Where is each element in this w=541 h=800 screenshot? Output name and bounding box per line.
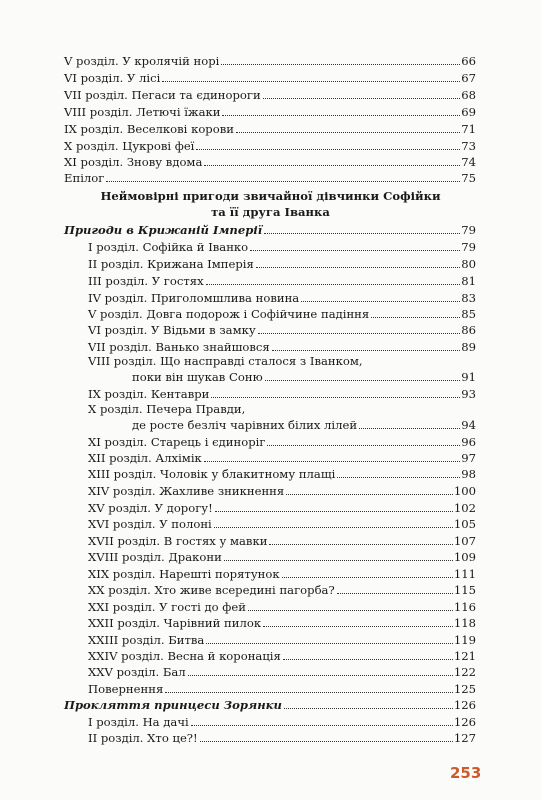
toc-entry: [88, 273, 476, 288]
toc-entry-page: 89: [461, 340, 476, 354]
toc-entry-title: Повернення: [88, 682, 164, 696]
toc-entry: [64, 121, 476, 136]
toc-entry-title: II розділ. Крижана Імперія: [88, 257, 254, 271]
toc-entry-title: XII розділ. Алхімік: [88, 451, 202, 465]
toc-part-heading: [64, 222, 476, 237]
toc-entry-page: 67: [461, 71, 476, 85]
toc-entry: [88, 582, 476, 597]
toc-entry-page: 79: [461, 240, 476, 254]
toc-entry-title: I розділ. Софійка й Іванко: [88, 240, 249, 254]
toc-entry-title: I розділ. На дачі: [88, 715, 189, 729]
toc-entry-page: 100: [453, 484, 476, 498]
toc-entry-page: 127: [453, 731, 476, 745]
toc-entry-title-continued: поки він шукав Соню: [132, 370, 263, 384]
toc-entry-title: VII розділ. Ванько знайшовся: [88, 340, 270, 354]
leader-dots: [284, 708, 453, 709]
toc-entry: [88, 632, 476, 647]
toc-entry-title: VIII розділ. Що насправді сталося з Іванком,: [88, 354, 363, 368]
toc-entry: [88, 648, 476, 663]
toc-entry-title: VIII розділ. Летючі їжаки: [64, 105, 221, 119]
leader-dots: [221, 64, 460, 65]
toc-entry-title: XIV розділ. Жахливе зникнення: [88, 484, 285, 498]
leader-dots: [215, 511, 453, 512]
leader-dots: [204, 461, 460, 462]
toc-entry: [64, 104, 476, 119]
leader-dots: [236, 132, 460, 133]
leader-dots: [301, 301, 460, 302]
leader-dots: [214, 527, 453, 528]
toc-entry: [88, 615, 476, 630]
toc-entry-page: 69: [461, 105, 476, 119]
toc-part-title: Прокляття принцеси Зорянки: [64, 698, 282, 712]
leader-dots: [188, 675, 453, 676]
leader-dots: [224, 560, 453, 561]
leader-dots: [264, 233, 460, 234]
toc-entry-title-continued: де росте безліч чарівних білих лілей: [132, 418, 358, 432]
toc-entry: [88, 730, 476, 745]
toc-entry-page: 68: [461, 88, 476, 102]
toc-entry-title: XVI розділ. У полоні: [88, 517, 212, 531]
toc-entry-title: X розділ. Цукрові феї: [64, 139, 195, 153]
toc-entry: [88, 256, 476, 271]
leader-dots: [256, 267, 460, 268]
page-number: 253: [450, 764, 482, 782]
toc-entry: [88, 483, 476, 498]
toc-entry-page: 121: [453, 649, 476, 663]
toc-entry-page: 119: [453, 633, 476, 647]
leader-dots: [206, 643, 453, 644]
toc-part-page: 79: [461, 223, 476, 237]
toc-entry-page: 66: [461, 54, 476, 68]
toc-part-heading: [64, 697, 476, 712]
toc-entry: [88, 466, 476, 481]
toc-entry: [64, 154, 476, 169]
leader-dots: [258, 333, 461, 334]
toc-entry-page: 93: [461, 387, 476, 401]
toc-entry-page: 111: [453, 567, 476, 581]
toc-entry-page: 83: [461, 291, 476, 305]
toc-entry: [64, 138, 476, 153]
toc-part-title: Пригоди в Крижаній Імперії: [64, 223, 263, 237]
toc-entry-page: 105: [453, 517, 476, 531]
toc-entry-title: VI розділ. У лісі: [64, 71, 161, 85]
toc-entry-title: XX розділ. Хто живе всередині пагорба?: [88, 583, 335, 597]
toc-entry-page: 116: [453, 600, 476, 614]
toc-entry: [132, 417, 476, 432]
toc-entry: [132, 369, 476, 384]
toc-entry: [64, 170, 476, 185]
toc-entry-page: 74: [461, 155, 476, 169]
toc-entry: [88, 239, 476, 254]
toc-entry-page: 96: [461, 435, 476, 449]
toc-entry-title: V розділ. Довга подорож і Софійчине падіння: [88, 307, 370, 321]
toc-entry: [88, 549, 476, 564]
leader-dots: [206, 284, 461, 285]
leader-dots: [162, 81, 460, 82]
toc-entry-title: VI розділ. У Відьми в замку: [88, 323, 256, 337]
toc-entry-title: V розділ. У кролячій норі: [64, 54, 220, 68]
toc-entry-title: III розділ. У гостях: [88, 274, 204, 288]
toc-entry-page: 94: [461, 418, 476, 432]
toc-entry-title: Епілог: [64, 171, 105, 185]
toc-entry: [88, 434, 476, 449]
toc-entry-title: XXV розділ. Бал: [88, 665, 186, 679]
toc-entry: [88, 681, 476, 696]
toc-entry-title: XIII розділ. Чоловік у блакитному плащі: [88, 467, 336, 481]
toc-entry-page: 97: [461, 451, 476, 465]
toc-entry: [88, 386, 476, 401]
toc-entry-page: 102: [453, 501, 476, 515]
leader-dots: [248, 610, 453, 611]
toc-entry-title: XXIV розділ. Весна й коронація: [88, 649, 281, 663]
toc-entry-page: 98: [461, 467, 476, 481]
toc-entry-page: 85: [461, 307, 476, 321]
leader-dots: [191, 725, 453, 726]
leader-dots: [165, 692, 453, 693]
toc-entry: [88, 533, 476, 548]
toc-entry-title: IV розділ. Приголомшлива новина: [88, 291, 300, 305]
leader-dots: [265, 380, 461, 381]
leader-dots: [267, 445, 460, 446]
toc-entry: [88, 664, 476, 679]
toc-entry: [88, 566, 476, 581]
toc-entry-title: XVIII розділ. Дракони: [88, 550, 222, 564]
toc-entry: [88, 290, 476, 305]
toc-entry: [88, 306, 476, 321]
toc-entry: [88, 714, 476, 729]
leader-dots: [269, 544, 452, 545]
toc-entry-title: IX розділ. Веселкові корови: [64, 122, 234, 136]
toc-entry-title: X розділ. Печера Правди,: [88, 402, 246, 416]
toc-entry-title: IX розділ. Кентаври: [88, 387, 210, 401]
toc-entry-page: 125: [453, 682, 476, 696]
toc-entry: [88, 599, 476, 614]
toc-entry-title: XIX розділ. Нарешті порятунок: [88, 567, 280, 581]
leader-dots: [196, 149, 460, 150]
toc-entry: [88, 322, 476, 337]
toc-entry: [64, 53, 476, 68]
leader-dots: [282, 577, 453, 578]
toc-entry-page: 75: [461, 171, 476, 185]
toc-entry-title: XVII розділ. В гостях у мавки: [88, 534, 268, 548]
story-title-line1: Неймовірні пригоди звичайної дівчинки Софійки: [100, 189, 441, 203]
toc-entry-page: 73: [461, 139, 476, 153]
leader-dots: [272, 350, 461, 351]
leader-dots: [200, 741, 453, 742]
toc-entry-page: 80: [461, 257, 476, 271]
leader-dots: [263, 98, 461, 99]
toc-entry-title: VII розділ. Пегаси та єдинороги: [64, 88, 261, 102]
toc-entry-title: XI розділ. Старець і єдиноріг: [88, 435, 266, 449]
toc-entry: [88, 339, 476, 354]
toc-entry: [88, 500, 476, 515]
leader-dots: [371, 317, 460, 318]
toc-entry-title: XXII розділ. Чарівний пилок: [88, 616, 262, 630]
toc-entry-page: 118: [453, 616, 476, 630]
leader-dots: [222, 115, 460, 116]
leader-dots: [337, 593, 453, 594]
leader-dots: [337, 477, 460, 478]
leader-dots: [204, 165, 460, 166]
toc-entry-page: 115: [453, 583, 476, 597]
toc-entry-title: XV розділ. У дорогу!: [88, 501, 213, 515]
toc-entry-page: 126: [453, 715, 476, 729]
toc-entry: [88, 450, 476, 465]
toc-entry-page: 107: [453, 534, 476, 548]
leader-dots: [359, 428, 460, 429]
leader-dots: [283, 659, 453, 660]
toc-entry: [64, 87, 476, 102]
toc-entry-title: XXI розділ. У гості до фей: [88, 600, 246, 614]
toc-entry: [88, 516, 476, 531]
toc-entry-page: 71: [461, 122, 476, 136]
toc-entry-page: 81: [461, 274, 476, 288]
leader-dots: [106, 181, 460, 182]
toc-part-page: 126: [453, 698, 476, 712]
story-title-line2: та її друга Іванка: [211, 205, 330, 219]
leader-dots: [263, 626, 453, 627]
toc-entry-title: XI розділ. Знову вдома: [64, 155, 203, 169]
toc-entry-page: 122: [453, 665, 476, 679]
toc-entry-page: 86: [461, 323, 476, 337]
toc-entry-title: II розділ. Хто це?!: [88, 731, 198, 745]
toc-entry-page: 91: [461, 370, 476, 384]
leader-dots: [250, 250, 460, 251]
leader-dots: [211, 397, 460, 398]
toc-entry-page: 109: [453, 550, 476, 564]
leader-dots: [286, 494, 453, 495]
toc-entry-title: XXIII розділ. Битва: [88, 633, 205, 647]
toc-entry: [64, 70, 476, 85]
